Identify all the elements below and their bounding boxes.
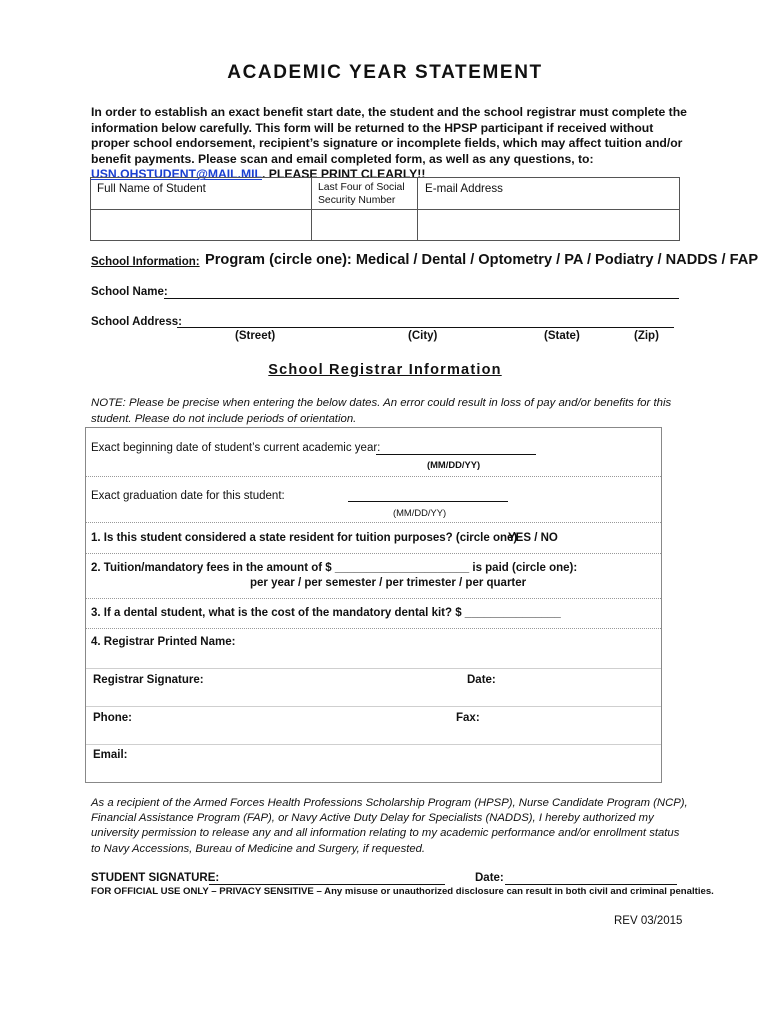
row-divider bbox=[86, 598, 661, 599]
graduation-date-label: Exact graduation date for this student: bbox=[91, 490, 285, 502]
registrar-note: NOTE: Please be precise when entering the below dates. An error could result in loss of pay and/or benefits for this student. Please do not include periods of orientation. bbox=[91, 397, 672, 425]
official-use-notice: FOR OFFICIAL USE ONLY – PRIVACY SENSITIVE – Any misuse or unauthorized disclosure can result in both civil and criminal penalties. bbox=[91, 886, 714, 897]
row-divider bbox=[86, 628, 661, 629]
form-title: ACADEMIC YEAR STATEMENT bbox=[227, 62, 543, 83]
state-resident-question: 1. Is this student considered a state resident for tuition purposes? (circle one) bbox=[91, 532, 518, 544]
begin-date-format: (MM/DD/YY) bbox=[427, 459, 481, 470]
row-divider bbox=[86, 476, 661, 477]
school-address-field[interactable] bbox=[177, 327, 674, 328]
consent-statement: As a recipient of the Armed Forces Health Professions Scholarship Program (HPSP), Nurse Candidate Program (NCP), Financial Assistance Program (FAP), or Navy Active Duty Delay for Specialists (NADDS), I hereby authorized my university permission to release any and all information relating to my academic performance and/or enrollment status to Navy Accessions, Bureau of Medicine and Surgery, if requested. bbox=[91, 797, 688, 855]
registrar-box bbox=[85, 427, 662, 783]
school-information-label: School Information: bbox=[91, 256, 200, 268]
street-caption: (Street) bbox=[235, 330, 276, 342]
row-divider bbox=[86, 668, 661, 669]
dental-kit-question: 3. If a dental student, what is the cost of the mandatory dental kit? $ _______________ bbox=[91, 607, 561, 619]
registrar-date-label: Date: bbox=[467, 674, 496, 686]
begin-date-field[interactable] bbox=[376, 454, 536, 455]
instructions-paragraph bbox=[91, 105, 691, 183]
ssn-last-four-field[interactable] bbox=[312, 210, 416, 240]
zip-caption: (Zip) bbox=[634, 330, 659, 342]
school-name-label: School Name: bbox=[91, 286, 168, 298]
state-resident-options[interactable]: YES / NO bbox=[508, 532, 558, 544]
registrar-signature-label: Registrar Signature: bbox=[93, 674, 204, 686]
instructions-text: In order to establish an exact benefit start date, the student and the school registrar must complete the information below carefully. This form will be returned to the HPSP participant if received without proper school endorsement, recipient’s signature or incomplete fields, which may affect tuition and/or benefit payments. Please scan and email completed form, as well as any questions, to: bbox=[91, 105, 687, 166]
registrar-fax-label: Fax: bbox=[456, 712, 480, 724]
graduation-date-field[interactable] bbox=[348, 501, 508, 502]
student-name-header: Full Name of Student bbox=[97, 182, 206, 195]
student-info-table bbox=[90, 177, 680, 241]
state-caption: (State) bbox=[544, 330, 580, 342]
registrar-phone-label: Phone: bbox=[93, 712, 132, 724]
row-divider bbox=[86, 522, 661, 523]
row-divider bbox=[86, 553, 661, 554]
student-date-label: Date: bbox=[475, 872, 504, 884]
begin-date-label: Exact beginning date of student’s current academic year: bbox=[91, 442, 381, 454]
registrar-section-title-text: School Registrar Information bbox=[268, 362, 502, 378]
tuition-period-options[interactable]: per year / per semester / per trimester / per quarter bbox=[250, 577, 527, 589]
tuition-fees-question: 2. Tuition/mandatory fees in the amount of $ _____________________ is paid (circle one): bbox=[91, 562, 578, 574]
email-address-header: E-mail Address bbox=[425, 182, 503, 195]
city-caption: (City) bbox=[408, 330, 438, 342]
contact-email-link[interactable]: USN.OHSTUDENT@MAIL.MIL bbox=[91, 167, 262, 182]
registrar-section-title bbox=[0, 362, 770, 378]
student-signature-field[interactable] bbox=[209, 884, 445, 885]
ssn-last-four-header: Last Four of Social Security Number bbox=[318, 182, 405, 206]
student-signature-label: STUDENT SIGNATURE: bbox=[91, 872, 220, 884]
student-name-field[interactable] bbox=[92, 210, 310, 240]
registrar-printed-name-label: 4. Registrar Printed Name: bbox=[91, 636, 236, 648]
school-address-label: School Address: bbox=[91, 316, 182, 328]
school-name-field[interactable] bbox=[164, 298, 679, 299]
revision-label: REV 03/2015 bbox=[614, 915, 683, 927]
student-email-field[interactable] bbox=[418, 210, 679, 240]
row-divider bbox=[86, 706, 661, 707]
row-divider bbox=[86, 744, 661, 745]
program-selection: Program (circle one): Medical / Dental / Optometry / PA / Podiatry / NADDS / FAP bbox=[205, 252, 759, 268]
instructions-text-end: . PLEASE PRINT CLEARLY!! bbox=[262, 167, 426, 182]
registrar-email-label: Email: bbox=[93, 749, 128, 761]
student-date-field[interactable] bbox=[505, 884, 677, 885]
graduation-date-format: (MM/DD/YY) bbox=[393, 507, 447, 518]
